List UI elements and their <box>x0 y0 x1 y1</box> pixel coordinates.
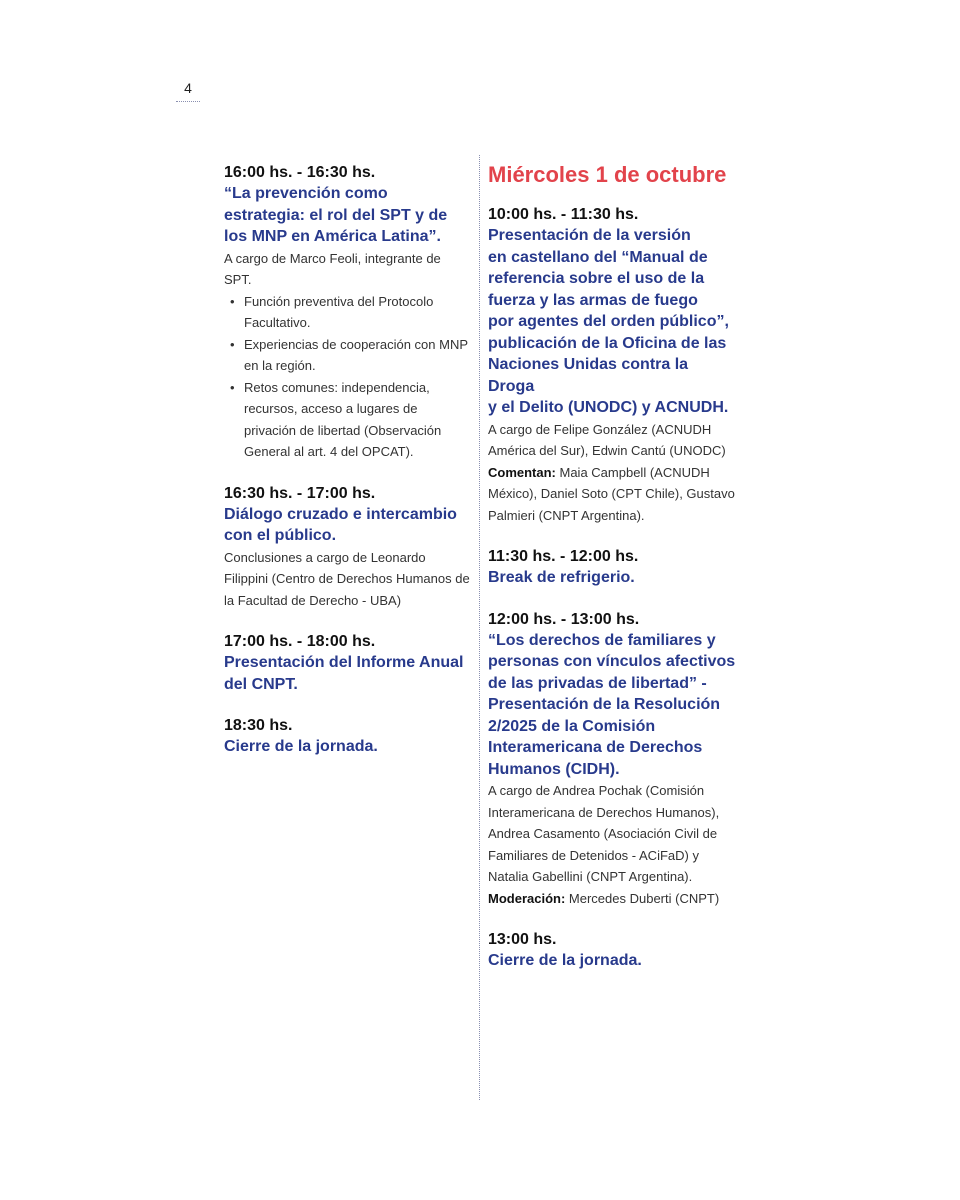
commentators-text: Maia Campbell (ACNUDH México), Daniel Soto (CPT Chile), Gustavo Palmieri (CNPT Argentina). <box>488 464 735 523</box>
session-1700 <box>224 631 470 695</box>
session-1000 <box>488 204 738 526</box>
session-time: 16:30 hs. - 17:00 hs. <box>224 484 376 502</box>
moderation-text: Mercedes Duberti (CNPT) <box>565 890 720 906</box>
session-description: A cargo de Marco Feoli, integrante de SPT. <box>224 250 441 287</box>
session-title-line: por agentes del orden público”, <box>488 313 729 330</box>
session-title: Break de refrigerio. <box>488 569 635 586</box>
session-title: Cierre de la jornada. <box>488 952 642 969</box>
session-time: 16:00 hs. - 16:30 hs. <box>224 164 376 181</box>
session-title: “Los derechos de familiares y personas con vínculos afectivos de las privadas de libertad” - Presentación de la Resolución 2/2025 de la Comisión Interamericana de Derechos Humanos (CIDH). <box>488 631 736 778</box>
session-1300 <box>488 929 738 972</box>
session-description: Conclusiones a cargo de Leonardo Filippini (Centro de Derechos Humanos de la Facultad de Derecho - UBA) <box>224 549 470 608</box>
session-time: 17:00 hs. - 18:00 hs. <box>224 633 376 650</box>
session-1630 <box>224 483 470 612</box>
session-title: Cierre de la jornada. <box>224 738 378 755</box>
session-title-line: y el Delito (UNODC) y ACNUDH. <box>488 399 729 416</box>
page-number: 4 <box>176 80 200 102</box>
session-title-line: Naciones Unidas contra la Droga <box>488 356 689 395</box>
session-title <box>488 225 738 419</box>
session-title-line: referencia sobre el uso de la <box>488 270 705 287</box>
bullet-list <box>224 291 470 463</box>
session-1830 <box>224 715 470 758</box>
day-title: Miércoles 1 de octubre <box>488 162 727 187</box>
session-moderation <box>488 888 738 910</box>
session-commentators <box>488 462 738 527</box>
session-description: A cargo de Andrea Pochak (Comisión Interamericana de Derechos Humanos), Andrea Casamento (Asociación Civil de Familiares de Detenidos - ACiFaD) y Natalia Gabellini (CNPT Argentina). <box>488 783 720 884</box>
left-column <box>224 162 470 778</box>
session-1200 <box>488 609 738 910</box>
session-title-line: fuerza y las armas de fuego <box>488 291 698 309</box>
bullet-item: • Función preventiva del Protocolo Facultativo. <box>244 291 470 334</box>
column-divider <box>479 155 480 1100</box>
session-title-line: Presentación de la versión <box>488 227 691 244</box>
session-time: 13:00 hs. <box>488 931 557 948</box>
session-1600 <box>224 162 470 463</box>
bullet-item: • Retos comunes: independencia, recursos, acceso a lugares de privación de libertad (Observación General al art. 4 del OPCAT). <box>244 377 470 463</box>
session-time: 10:00 hs. - 11:30 hs. <box>488 206 639 223</box>
session-time: 12:00 hs. - 13:00 hs. <box>488 610 640 628</box>
session-description: A cargo de Felipe González (ACNUDH América del Sur), Edwin Cantú (UNODC) <box>488 421 726 458</box>
session-time: 18:30 hs. <box>224 717 293 734</box>
moderation-label: Moderación: <box>488 890 566 906</box>
right-column <box>488 162 738 992</box>
session-title: Presentación del Informe Anual del CNPT. <box>224 654 464 693</box>
commentators-label: Comentan: <box>488 464 556 480</box>
session-1130 <box>488 546 738 589</box>
session-title: Diálogo cruzado e intercambio con el público. <box>224 505 457 544</box>
bullet-item: • Experiencias de cooperación con MNP en la región. <box>244 334 470 377</box>
session-title: “La prevención como estrategia: el rol del SPT y de los MNP en América Latina”. <box>224 185 448 245</box>
session-time: 11:30 hs. - 12:00 hs. <box>488 548 639 565</box>
session-title-line: en castellano del “Manual de <box>488 248 708 266</box>
session-title-line: publicación de la Oficina de las <box>488 334 727 352</box>
